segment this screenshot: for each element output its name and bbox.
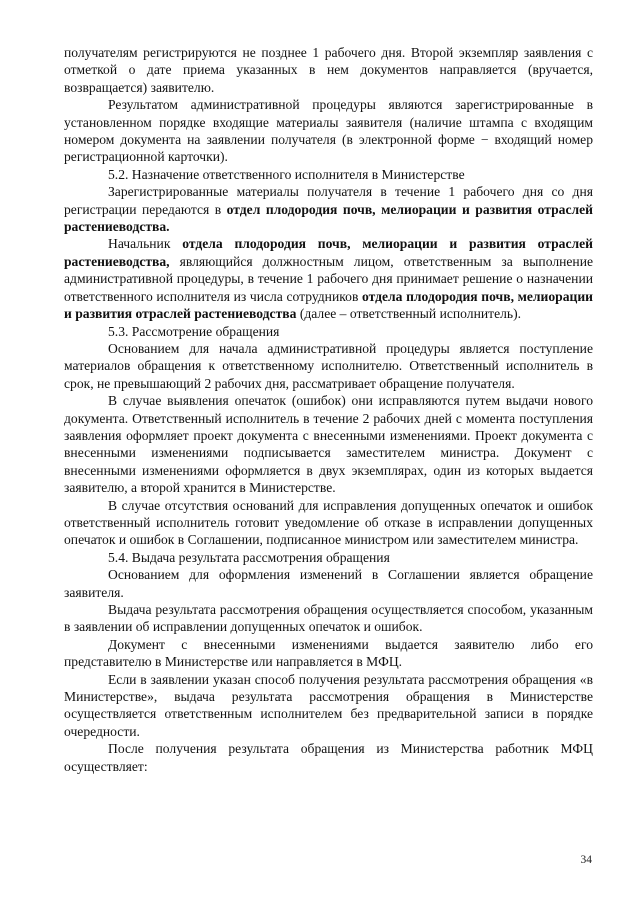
bold-text: отдела плодородия почв, мелиорации и развития отраслей растениеводства (64, 288, 593, 322)
text-run: являющийся должностным лицом, ответственным за выполнение административной процедуры, в течение 1 рабочего дня принимает решение о назначении ответственного исполнителя из числа сотрудников (64, 253, 593, 304)
paragraph (64, 96, 593, 166)
paragraph (64, 44, 593, 96)
text-run: После получения результата обращения из Министерства работник МФЦ осуществляет: (64, 741, 593, 774)
paragraph (64, 340, 593, 392)
text-run: 5.4. Выдача результата рассмотрения обращения (108, 549, 390, 565)
paragraph (64, 392, 593, 496)
text-run: получателям регистрируются не позднее 1 рабочего дня. Второй экземпляр заявления с отметкой о дате приема указанных в нем документов направляется (вручается, возвращается) заявителю. (64, 45, 593, 95)
text-run: 5.3. Рассмотрение обращения (108, 323, 280, 339)
paragraph (64, 601, 593, 636)
text-run: Если в заявлении указан способ получения результата рассмотрения обращения «в Министерстве», выдача результата рассмотрения обращения в Министерстве осуществляется ответственным исполнителем без предварительной записи в порядке очередности. (64, 671, 593, 739)
bold-text: отдела плодородия почв, мелиорации и развития отраслей растениеводства, (64, 236, 593, 269)
paragraph (64, 497, 593, 549)
text-run: Документ с внесенными изменениями выдается заявителю либо его представителю в Министерстве или направляется в МФЦ. (64, 636, 593, 670)
paragraph (64, 183, 593, 235)
text-run: Зарегистрированные материалы получателя в течение 1 рабочего дня со дня регистрации передаются в (64, 184, 593, 217)
text-run: Основанием для оформления изменений в Соглашении является обращение заявителя. (64, 567, 593, 600)
text-run: Основанием для начала административной процедуры является поступление материалов обращения к ответственному исполнителю. Ответственный исполнитель в срок, не превышающий 2 рабочих дня, рассматривает обращение получателя. (64, 340, 593, 391)
document-body (64, 44, 593, 775)
paragraph (64, 235, 593, 322)
text-run: Выдача результата рассмотрения обращения осуществляется способом, указанным в заявлении об исправлении допущенных опечаток и ошибок. (64, 602, 593, 635)
page-number: 34 (580, 854, 592, 866)
text-run: (далее – ответственный исполнитель). (296, 306, 522, 322)
text-run: 5.2. Назначение ответственного исполнителя в Министерстве (108, 166, 465, 182)
bold-text: отдел плодородия почв, мелиорации и развития отраслей растениеводства. (64, 201, 593, 235)
text-run: Результатом административной процедуры являются зарегистрированные в установленном порядке входящие материалы заявителя (наличие штампа с входящим номером документа на заявлении получателя (в электронной форме − входящий номер регистрационной карточки). (64, 97, 593, 165)
paragraph (64, 549, 593, 566)
paragraph (64, 566, 593, 601)
paragraph (64, 740, 593, 775)
text-run: Начальник (108, 236, 183, 252)
paragraph (64, 636, 593, 671)
paragraph (64, 166, 593, 183)
text-run: В случае выявления опечаток (ошибок) они исправляются путем выдачи нового документа. Ответственный исполнитель в течение 2 рабочих дней с момента поступления заявления оформляет проект документа с внесенными изменениями. Проект документа с внесенными изменениями подписывается заместителем министра. Документ с внесенными изменениями оформляется в двух экземплярах, один из которых выдается заявителю, а второй хранится в Министерстве. (64, 393, 593, 496)
text-run: В случае отсутствия оснований для исправления допущенных опечаток и ошибок ответственный исполнитель готовит уведомление об отказе в исправлении допущенных опечаток и ошибок в Соглашении, подписанное министром или заместителем министра. (64, 497, 593, 548)
paragraph (64, 671, 593, 741)
paragraph (64, 323, 593, 340)
